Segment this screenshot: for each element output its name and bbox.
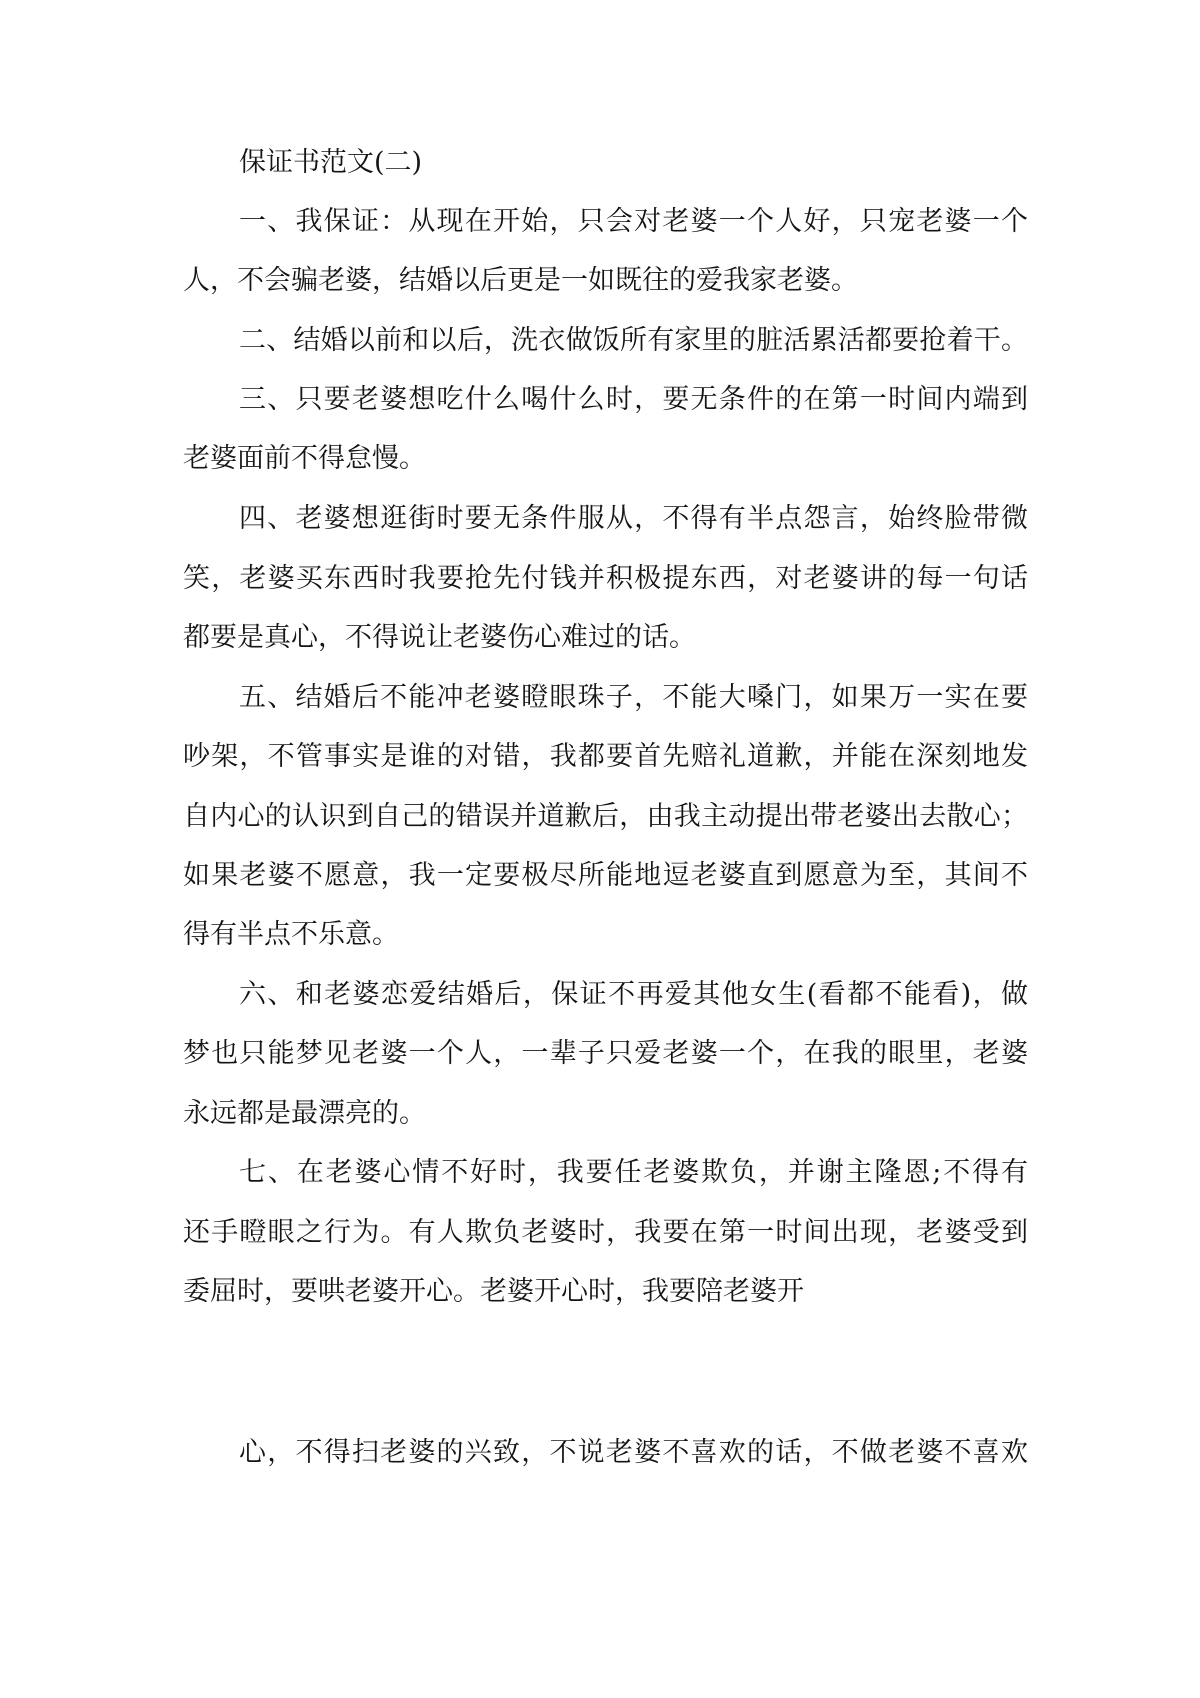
text-line: 得有半点不乐意。 <box>183 919 399 950</box>
text-line: 委屈时，要哄老婆开心。老婆开心时，我要陪老婆开 <box>183 1276 804 1307</box>
text-line: 五、结婚后不能冲老婆瞪眼珠子，不能大嗓门，如果万一实在要 <box>239 682 1028 713</box>
text-line: 还手瞪眼之行为。有人欺负老婆时，我要在第一时间出现，老婆受到 <box>183 1217 1028 1248</box>
text-line: 梦也只能梦见老婆一个人，一辈子只爱老婆一个，在我的眼里，老婆 <box>183 1038 1028 1069</box>
text-line: 二、结婚以前和以后，洗衣做饭所有家里的脏活累活都要抢着干。 <box>239 325 1028 356</box>
text-line: 三、只要老婆想吃什么喝什么时，要无条件的在第一时间内端到 <box>239 384 1028 415</box>
text-line: 一、我保证：从现在开始，只会对老婆一个人好，只宠老婆一个 <box>239 206 1028 237</box>
text-line: 七、在老婆心情不好时，我要任老婆欺负，并谢主隆恩;不得有 <box>239 1157 1028 1188</box>
text-line: 都要是真心，不得说让老婆伤心难过的话。 <box>183 622 696 653</box>
text-line: 笑，老婆买东西时我要抢先付钱并积极提东西，对老婆讲的每一句话 <box>183 563 1028 594</box>
text-line: 人，不会骗老婆，结婚以后更是一如既往的爱我家老婆。 <box>183 265 858 296</box>
text-line: 心，不得扫老婆的兴致，不说老婆不喜欢的话，不做老婆不喜欢 <box>239 1437 1028 1468</box>
text-line: 吵架，不管事实是谁的对错，我都要首先赔礼道歉，并能在深刻地发 <box>183 741 1028 772</box>
text-line: 四、老婆想逛街时要无条件服从，不得有半点怨言，始终脸带微 <box>239 503 1028 534</box>
text-line: 如果老婆不愿意，我一定要极尽所能地逗老婆直到愿意为至，其间不 <box>183 860 1028 891</box>
text-line: 六、和老婆恋爱结婚后，保证不再爱其他女生(看都不能看)，做 <box>239 979 1028 1010</box>
text-line: 永远都是最漂亮的。 <box>183 1098 426 1129</box>
text-line: 自内心的认识到自己的错误并道歉后，由我主动提出带老婆出去散心； <box>183 801 1028 832</box>
text-line: 老婆面前不得怠慢。 <box>183 443 426 474</box>
document-title: 保证书范文(二) <box>239 147 423 178</box>
